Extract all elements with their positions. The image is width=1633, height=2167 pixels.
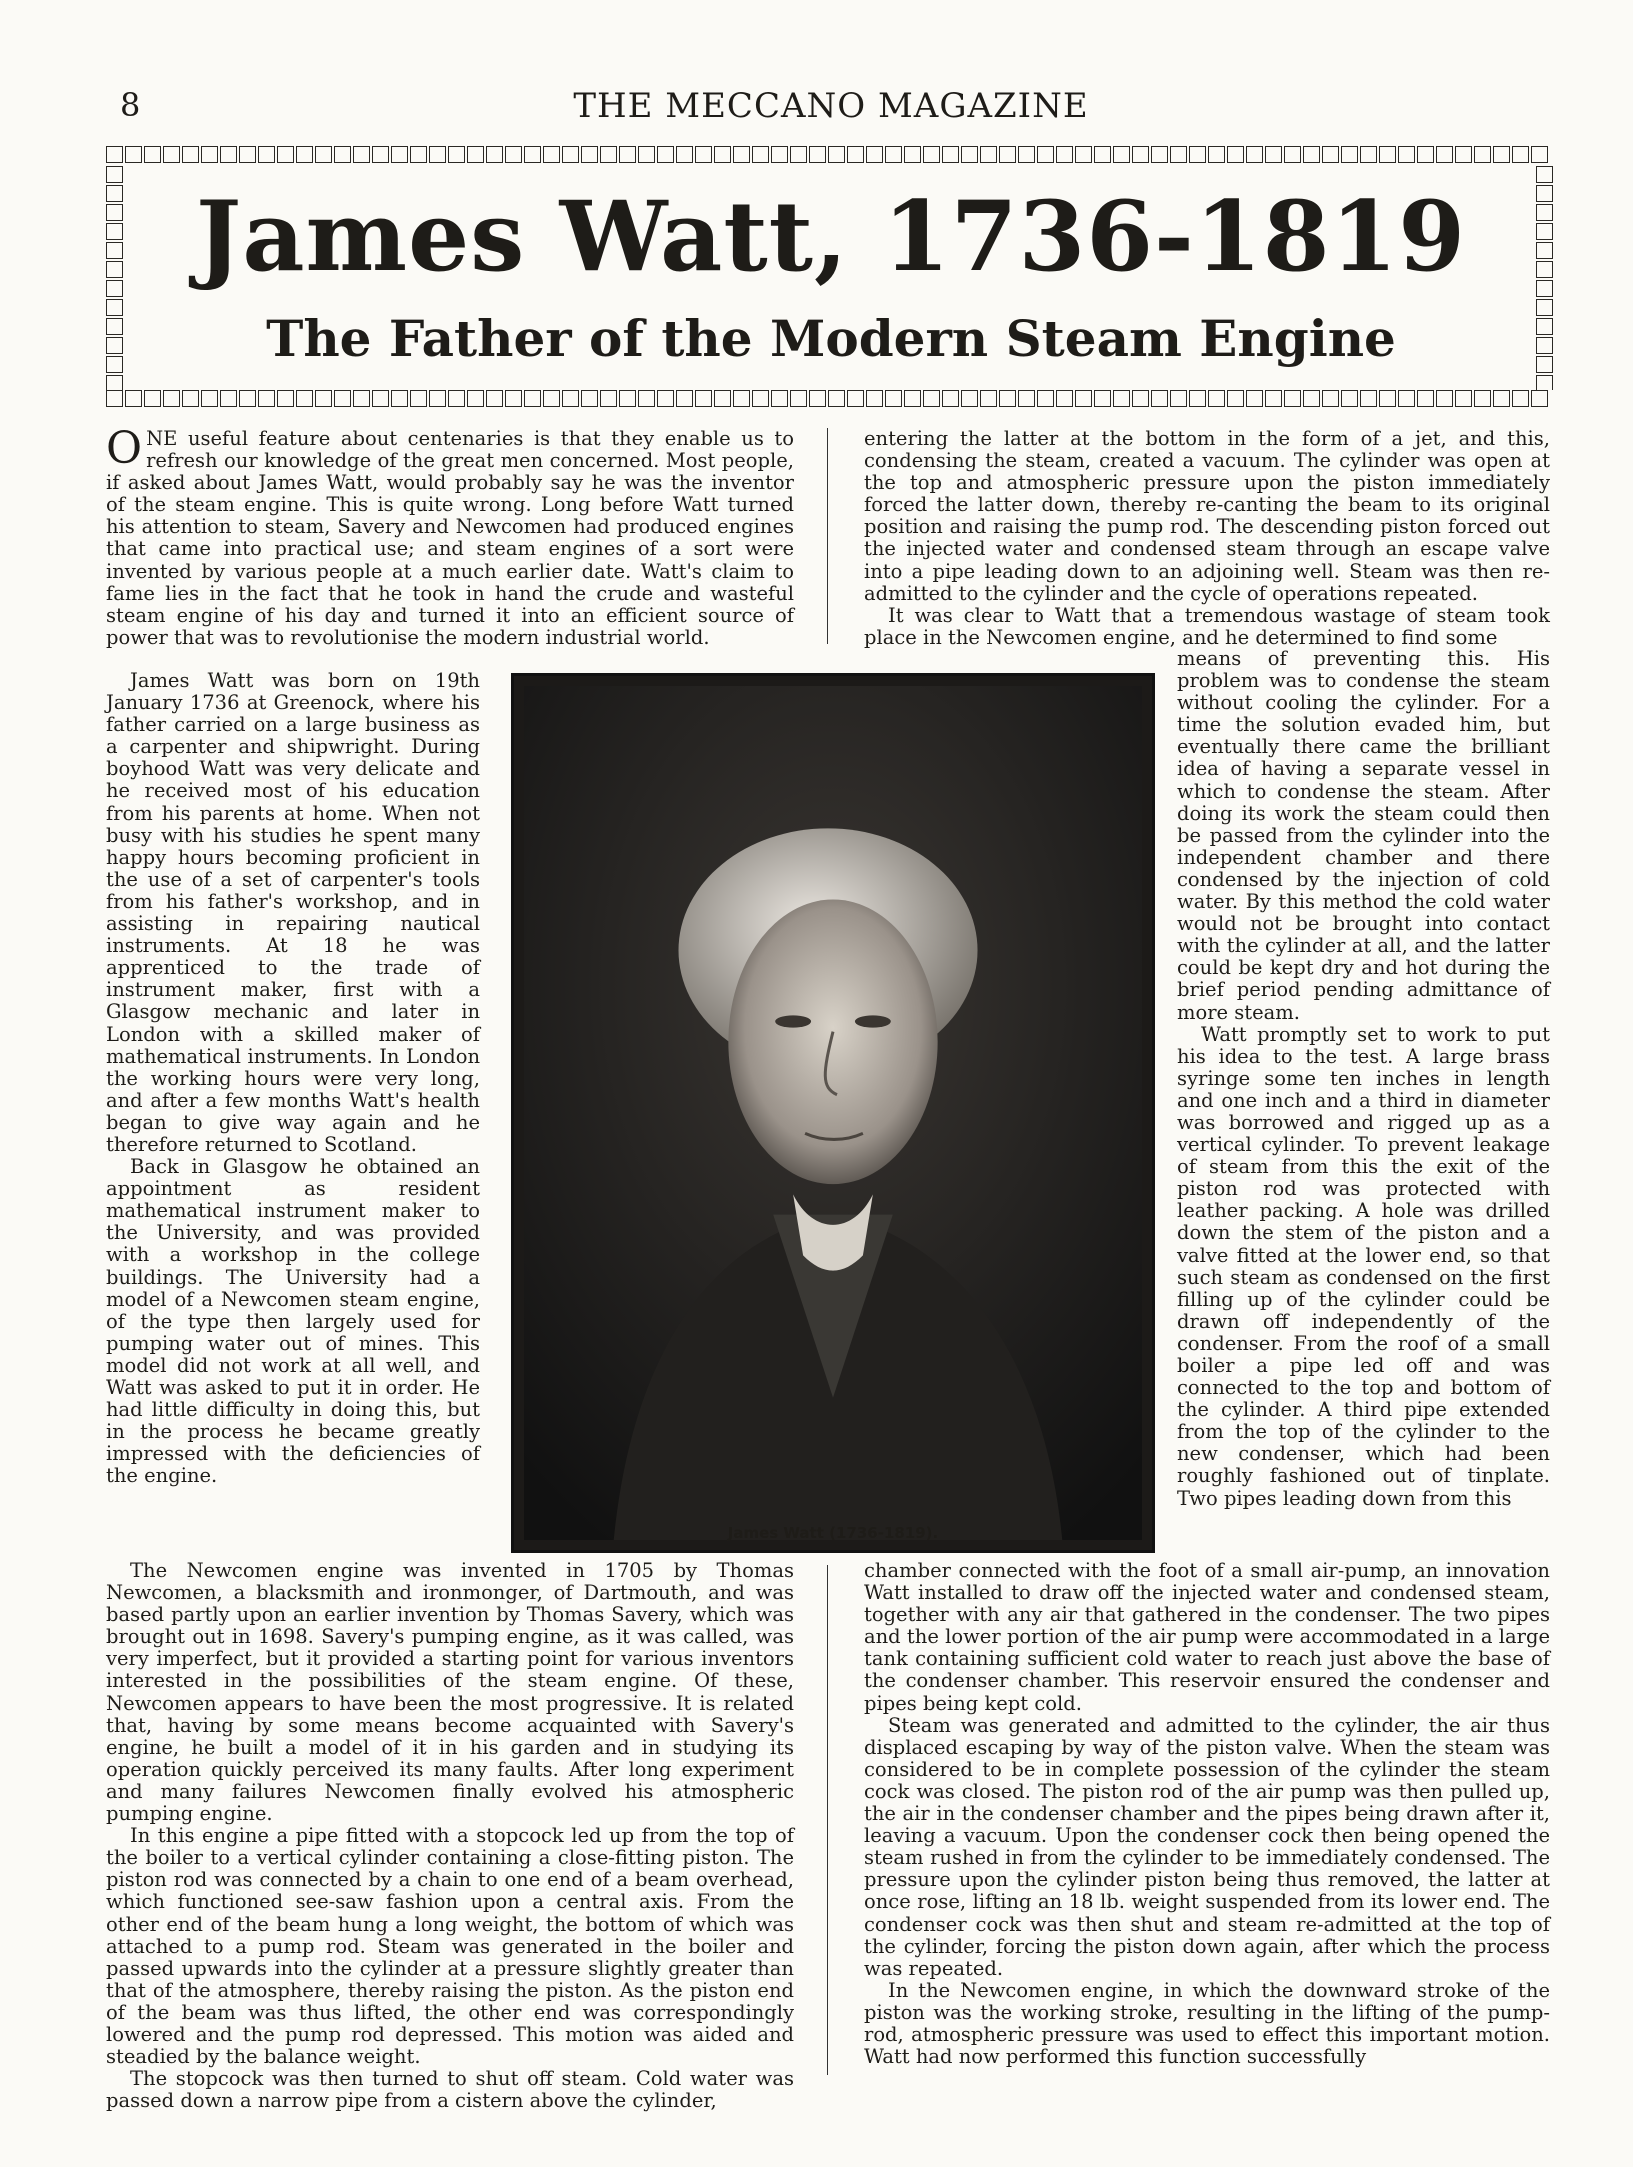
border-square [638, 390, 655, 407]
border-square [1189, 390, 1206, 407]
ornamental-border-bottom [106, 390, 1556, 410]
border-square [486, 390, 503, 407]
page-number: 8 [120, 86, 141, 124]
border-square [467, 146, 484, 163]
border-square [752, 390, 769, 407]
border-square [239, 390, 256, 407]
intro-text: NE useful feature about centenaries is that they enable us to refresh our knowledge of the great men concerned. Most people, if asked about James Watt, would probably say he was the inventor of the steam engine. This is quite wrong. Long before Watt turned his attention to steam, Savery and Newcomen had produced engines that came into practical use; and steam engines of a sort were invented by various people at a much earlier date. Watt's claim to fame lies in the fact that he took in hand the crude and wasteful steam engine of his day and turned it into an efficient source of power that was to revolutionise the modern industrial world. [106, 427, 794, 649]
border-square [1322, 390, 1339, 407]
border-square [106, 375, 123, 390]
border-square [752, 146, 769, 163]
border-square [733, 390, 750, 407]
border-square [1398, 390, 1415, 407]
border-square [467, 390, 484, 407]
right-column-bottom [864, 1560, 1550, 2068]
border-square [847, 146, 864, 163]
column-divider-bottom [827, 1565, 828, 2075]
border-square [1493, 146, 1510, 163]
border-square [619, 146, 636, 163]
paragraph-glasgow: Back in Glasgow he obtained an appointment as resident mathematical instrument maker to the University, and was provided with a workshop in the college buildings. The University had a model of a Newcomen steam engine, of the type then largely used for pumping water out of mines. This model did not work at all well, and Watt was asked to put it in order. He had little difficulty in doing this, but in the process he became greatly impressed with the deficiencies of the engine. [106, 1155, 480, 1488]
paragraph-experiment: Watt promptly set to work to put his idea to the test. A large brass syringe some ten inches in length and one inch and a third in diameter was borrowed and rigged up as a vertical cylinder. To prevent leakage of steam from this the exit of the piston rod was protected with leather packing. A hole was drilled down the stem of the piston and a valve fitted at the lower end, so that such steam as condensed on the first filling up of the cylinder could be drawn off independently of the condenser. From the roof of a small boiler a pipe led off and was connected to the top and bottom of the cylinder. A third pipe extended from the top of the cylinder to the new condenser, which had been roughly fashioned out of tinplate. Two pipes leading down from this [1177, 1022, 1550, 1510]
border-square [1417, 146, 1434, 163]
article-subtitle: The Father of the Modern Steam Engine [266, 309, 1396, 368]
portrait-caption: James Watt (1736-1819). [727, 1524, 939, 1542]
border-square [258, 146, 275, 163]
border-square [600, 390, 617, 407]
border-square [714, 146, 731, 163]
border-square [1341, 390, 1358, 407]
border-square [1208, 146, 1225, 163]
border-square [410, 390, 427, 407]
border-square [581, 390, 598, 407]
left-column-intro [106, 423, 794, 649]
border-square [1493, 390, 1510, 407]
left-column-bottom [106, 1560, 794, 2112]
paragraph-steam-test: Steam was generated and admitted to the cylinder, the air thus displaced escaping by way of the piston valve. When the steam was considered to be in complete possession of the cylinder the steam cock was closed. The piston rod of the air pump was then pulled up, the air in the condenser chamber and the pipes being drawn after it, leaving a vacuum. Upon the condenser cock then being opened the steam rushed in from the cylinder to be immediately condensed. The pressure upon the cylinder piston being thus removed, the latter at once rose, lifting an 18 lb. weight suspended from its lower end. The condenser cock was then shut and steam re-admitted at the top of the cylinder, forcing the piston down again, after which the process was repeated. [864, 1713, 1550, 1980]
portrait-illustration [524, 686, 1142, 1540]
border-square [1246, 146, 1263, 163]
border-square [372, 390, 389, 407]
border-square [1018, 146, 1035, 163]
border-square [1474, 146, 1491, 163]
border-square [1075, 390, 1092, 407]
border-square [182, 390, 199, 407]
border-square [391, 390, 408, 407]
title-box [106, 146, 1556, 410]
border-square [771, 146, 788, 163]
border-square [980, 390, 997, 407]
border-square [1284, 146, 1301, 163]
border-square [1037, 390, 1054, 407]
border-square [1417, 390, 1434, 407]
border-square [676, 146, 693, 163]
border-square [999, 390, 1016, 407]
border-square [1536, 375, 1553, 390]
border-square [1208, 390, 1225, 407]
border-square [296, 390, 313, 407]
border-square [809, 390, 826, 407]
border-square [1284, 390, 1301, 407]
border-square [315, 146, 332, 163]
border-square [1360, 146, 1377, 163]
column-divider-top [827, 428, 828, 644]
magazine-title: THE MECCANO MAGAZINE [573, 86, 1089, 126]
border-square [733, 146, 750, 163]
border-square [1341, 146, 1358, 163]
border-square [1398, 146, 1415, 163]
paragraph-air-pump: chamber connected with the foot of a small air-pump, an innovation Watt installed to draw off the injected water and condensed steam, together with any air that gathered in the condenser. The two pipes and the lower portion of the air pump were accommodated in a large tank containing sufficient cold water to reach just above the base of the condenser chamber. This reservoir ensured the condenser and pipes being kept cold. [864, 1559, 1550, 1715]
border-square [1436, 390, 1453, 407]
border-square [220, 390, 237, 407]
border-square [961, 390, 978, 407]
border-square [790, 390, 807, 407]
border-square [771, 390, 788, 407]
border-square [1037, 146, 1054, 163]
border-square [543, 146, 560, 163]
paragraph-newcomen: The Newcomen engine was invented in 1705 by Thomas Newcomen, a blacksmith and ironmonger, of Dartmouth, and was based partly upon an earlier invention by Thomas Savery, which was brought out in 1698. Savery's pumping engine, as it was called, was very imperfect, but it provided a starting point for various inventors interested in the possibilities of the steam engine. Of these, Newcomen appears to have been the most progressive. It is related that, having by some means become acquainted with Savery's engine, he built a model of it in his garden and in studying its operation quickly perceived its many faults. After long experiment and many failures Newcomen finally evolved his atmospheric pumping engine. [106, 1559, 794, 1826]
border-square [1056, 390, 1073, 407]
portrait-image [511, 673, 1155, 1553]
page-header [106, 86, 1556, 132]
border-square [657, 390, 674, 407]
border-square [1113, 146, 1130, 163]
border-square [562, 390, 579, 407]
border-square [486, 146, 503, 163]
ornamental-border-top [106, 146, 1556, 166]
border-square [1189, 146, 1206, 163]
border-square [638, 146, 655, 163]
border-square [1303, 390, 1320, 407]
border-square [1536, 166, 1553, 183]
border-square [163, 146, 180, 163]
paragraph-vacuum: entering the latter at the bottom in the form of a jet, and this, condensing the steam, created a vacuum. The cylinder was open at the top and atmospheric pressure upon the piston immediately forced the latter down, thereby re-canting the beam to its original position and raising the pump rod. The descending piston forced out the injected water and condensed steam through an escape valve into a pipe leading down to an adjoining well. Steam was then re-admitted to the cylinder and the cycle of operations repeated. [864, 427, 1550, 605]
border-square [714, 390, 731, 407]
border-square [258, 390, 275, 407]
paragraph-engine: In this engine a pipe fitted with a stopcock led up from the top of the boiler to a vertical cylinder containing a close-fitting piston. The piston rod was connected by a chain to one end of a beam overhead, which functioned see-saw fashion upon a central axis. From the other end of the beam hung a long weight, the bottom of which was attached to a pump rod. Steam was generated in the boiler and passed upwards into the cylinder at a pressure slightly greater than that of the atmosphere, thereby raising the piston. As the piston end of the beam was thus lifted, the other end was correspondingly lowered and the pump rod depressed. This motion was aided and steadied by the balance weight. [106, 1824, 794, 2069]
border-square [543, 390, 560, 407]
right-column-top [864, 428, 1550, 649]
paragraph-working-stroke: In the Newcomen engine, in which the downward stroke of the piston was the working stroke, resulting in the lifting of the pump-rod, atmospheric pressure was used to effect this important motion. Watt had now performed this function successfully [864, 1978, 1550, 2069]
border-square [1246, 390, 1263, 407]
paragraph-condenser-idea: means of preventing this. His problem was to condense the steam without cooling the cylinder. For a time the solution evaded him, but eventually there came the brilliant idea of having a separate vessel in which to condense the steam. After doing its work the steam could then be passed from the cylinder into the independent chamber and there condensed by the injection of cold water. By this method the cold water would not be brought into contact with the cylinder at all, and the latter could be kept dry and hot during the brief period pending admittance of more steam. [1177, 647, 1550, 1024]
border-square [277, 390, 294, 407]
border-square [505, 390, 522, 407]
border-square [1360, 390, 1377, 407]
left-column-narrow [106, 670, 480, 1487]
border-square [961, 146, 978, 163]
border-square [353, 390, 370, 407]
border-square [600, 146, 617, 163]
border-square [1303, 146, 1320, 163]
border-square [904, 390, 921, 407]
border-square [1227, 146, 1244, 163]
border-square [505, 146, 522, 163]
border-square [657, 146, 674, 163]
border-square [980, 146, 997, 163]
border-square [1455, 390, 1472, 407]
border-square [448, 146, 465, 163]
border-square [923, 146, 940, 163]
border-square [106, 166, 123, 183]
border-square [1265, 390, 1282, 407]
border-square [524, 390, 541, 407]
border-square [182, 146, 199, 163]
border-square [391, 146, 408, 163]
border-square [315, 390, 332, 407]
border-square [220, 146, 237, 163]
border-square [372, 146, 389, 163]
border-square [1436, 146, 1453, 163]
border-square [885, 146, 902, 163]
border-square [1075, 146, 1092, 163]
border-square [866, 146, 883, 163]
paragraph-wastage: It was clear to Watt that a tremendous wastage of steam took place in the Newcomen engine, and he determined to find some [864, 603, 1550, 649]
border-square [942, 390, 959, 407]
paragraph-stopcock: The stopcock was then turned to shut off steam. Cold water was passed down a narrow pipe from a cistern above the cylinder, [106, 2067, 794, 2113]
border-square [904, 146, 921, 163]
border-square [429, 390, 446, 407]
border-square [695, 390, 712, 407]
border-square [1132, 146, 1149, 163]
paragraph-intro [106, 423, 794, 649]
border-square [448, 390, 465, 407]
border-square [1322, 146, 1339, 163]
border-square [1265, 146, 1282, 163]
border-square [923, 390, 940, 407]
right-column-narrow [1177, 648, 1550, 1510]
border-square [239, 146, 256, 163]
border-square [296, 146, 313, 163]
border-square [106, 390, 123, 407]
border-square [125, 390, 142, 407]
border-square [1512, 390, 1529, 407]
article-title: James Watt, 1736-1819 [195, 180, 1467, 293]
border-square [201, 146, 218, 163]
border-square [1474, 390, 1491, 407]
border-square [1151, 390, 1168, 407]
border-square [1227, 390, 1244, 407]
border-square [1018, 390, 1035, 407]
border-square [847, 390, 864, 407]
border-square [334, 390, 351, 407]
border-square [1113, 390, 1130, 407]
border-square [809, 146, 826, 163]
border-square [125, 146, 142, 163]
border-square [828, 146, 845, 163]
border-square [106, 146, 123, 163]
border-square [1512, 146, 1529, 163]
border-square [144, 146, 161, 163]
border-square [334, 146, 351, 163]
border-square [885, 390, 902, 407]
border-square [676, 390, 693, 407]
border-square [144, 390, 161, 407]
border-square [828, 390, 845, 407]
border-square [429, 146, 446, 163]
border-square [1132, 390, 1149, 407]
border-square [1056, 146, 1073, 163]
border-square [581, 146, 598, 163]
border-square [524, 146, 541, 163]
border-square [1379, 146, 1396, 163]
border-square [1170, 146, 1187, 163]
border-square [1531, 146, 1548, 163]
border-square [1094, 390, 1111, 407]
drop-cap: O [106, 423, 143, 474]
border-square [1170, 390, 1187, 407]
border-square [1379, 390, 1396, 407]
border-square [942, 146, 959, 163]
border-square [410, 146, 427, 163]
border-square [1094, 146, 1111, 163]
border-square [201, 390, 218, 407]
paragraph-birth: James Watt was born on 19th January 1736 at Greenock, where his father carried on a large business as a carpenter and shipwright. During boyhood Watt was very delicate and he received most of his education from his parents at home. When not busy with his studies he spent many happy hours becoming proficient in the use of a set of carpenter's tools from his father's workshop, and in assisting in repairing nautical instruments. At 18 he was apprenticed to the trade of instrument maker, first with a Glasgow mechanic and later in London with a skilled maker of mathematical instruments. In London the working hours were very long, and after a few months Watt's health began to give way again and he therefore returned to Scotland. [106, 669, 480, 1156]
border-square [1531, 390, 1548, 407]
border-square [562, 146, 579, 163]
border-square [619, 390, 636, 407]
border-square [866, 390, 883, 407]
border-square [1455, 146, 1472, 163]
border-square [277, 146, 294, 163]
border-square [163, 390, 180, 407]
border-square [1151, 146, 1168, 163]
border-square [695, 146, 712, 163]
border-square [999, 146, 1016, 163]
border-square [353, 146, 370, 163]
border-square [790, 146, 807, 163]
